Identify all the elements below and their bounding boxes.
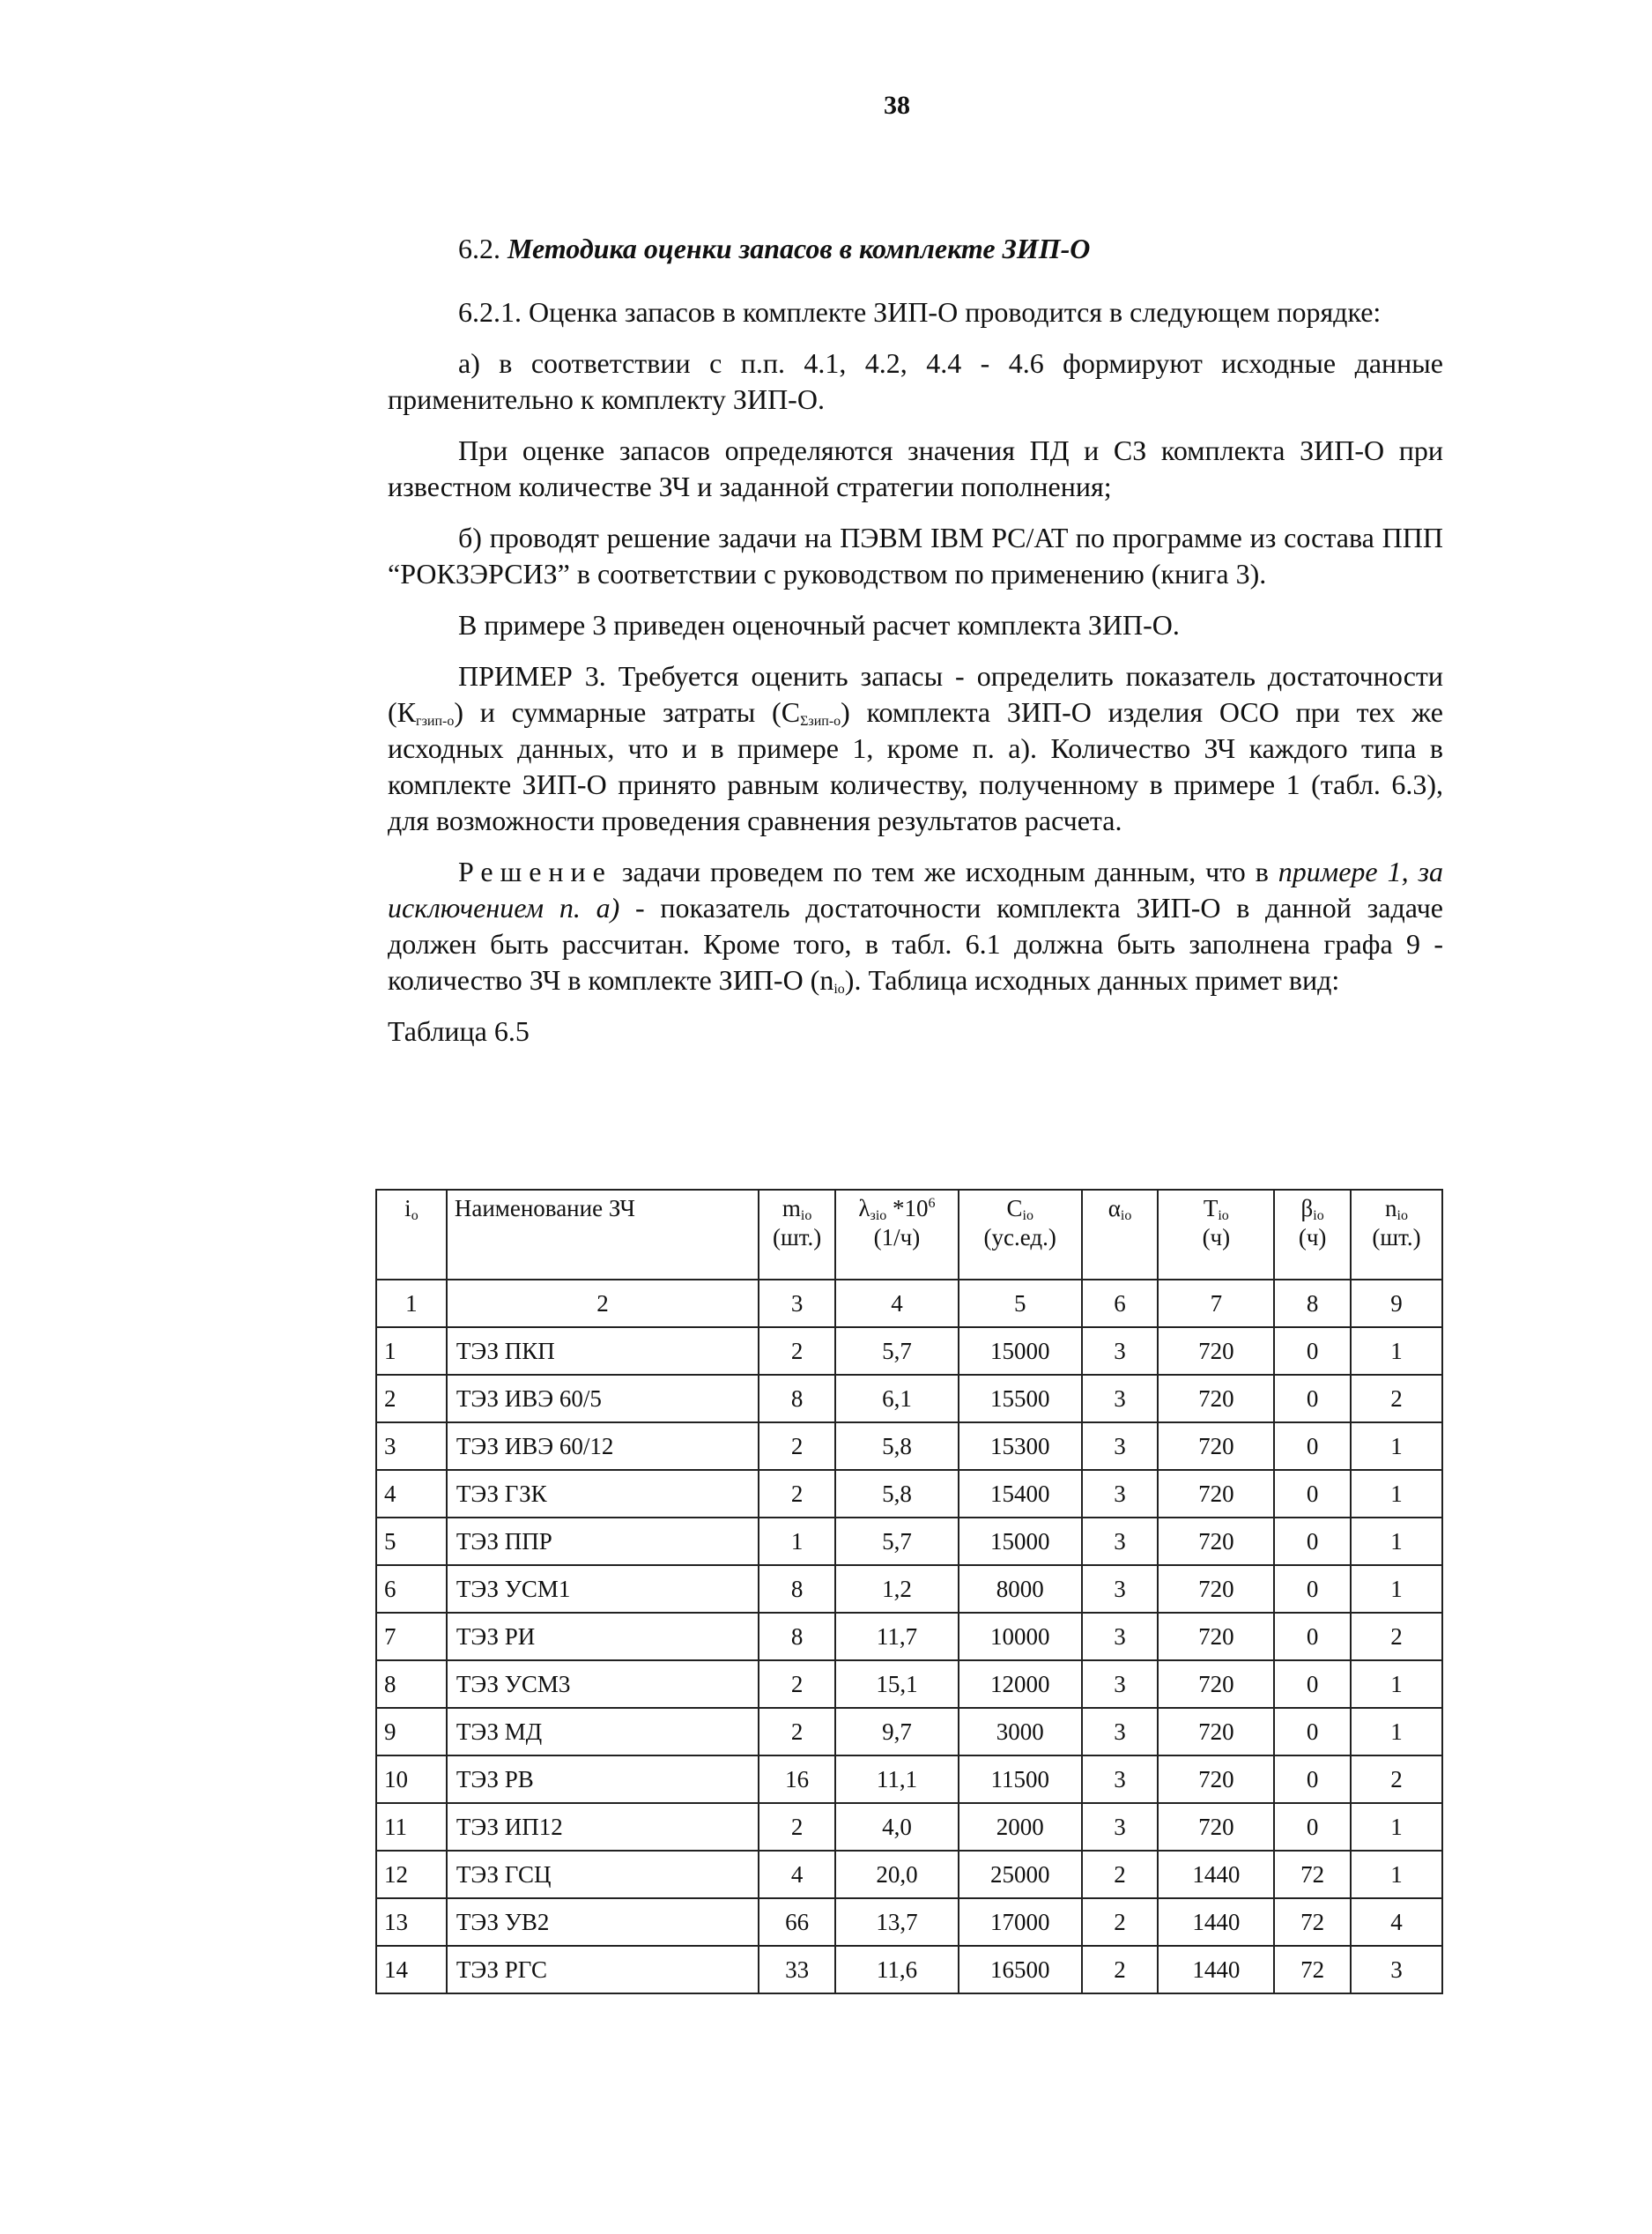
k-subscript: гзип-о [416, 714, 455, 729]
header-subscript: io [1022, 1208, 1033, 1223]
table-cell: 11500 [959, 1755, 1082, 1803]
table-row [376, 1803, 1442, 1851]
example-text-part3: ) комплекта ЗИП-О изделия ОСО при тех же исходных данных, что и в примере 1, кроме п. а). Количество ЗЧ каждого типа в комплекте ЗИП-О принято равным количеству, полученному в примере 1 (табл. 6.3), для возможности проведения сравнения результатов расчета. [388, 696, 1444, 836]
paragraph-item-a: а) в соответствии с п.п. 4.1, 4.2, 4.4 - 4.6 формируют исходные данные применительно к комплекту ЗИП-О. [388, 347, 1443, 415]
header-label [767, 1194, 827, 1223]
part-name-cell: ТЭЗ УВ2 [447, 1898, 759, 1946]
table-cell: 1 [1351, 1518, 1442, 1565]
header-label [843, 1194, 951, 1223]
part-name-cell: ТЭЗ РИ [447, 1613, 759, 1660]
table-cell: 3 [1082, 1565, 1159, 1613]
table-cell: 0 [1274, 1422, 1351, 1470]
table-cell: 5,8 [835, 1470, 959, 1518]
table-cell: 0 [1274, 1803, 1351, 1851]
table-cell: 2 [759, 1803, 835, 1851]
table-cell: 720 [1158, 1327, 1274, 1375]
section-number: 6.2. [458, 233, 500, 264]
part-name-cell: ТЭЗ ГЗК [447, 1470, 759, 1518]
table-cell: 4 [1351, 1898, 1442, 1946]
table-cell: 5,8 [835, 1422, 959, 1470]
document-body [388, 231, 1443, 1065]
table-cell: 3 [1082, 1708, 1159, 1755]
table-cell: 72 [1274, 1946, 1351, 1993]
table-cell: 8 [759, 1565, 835, 1613]
table-cell: 11,7 [835, 1613, 959, 1660]
table-cell: 3 [1351, 1946, 1442, 1993]
table-row [376, 1708, 1442, 1755]
header-superscript: 6 [928, 1196, 936, 1211]
table-cell: 6 [376, 1565, 447, 1613]
table-row [376, 1327, 1442, 1375]
column-number-cell: 1 [376, 1280, 447, 1327]
table-cell: 12000 [959, 1660, 1082, 1708]
table-row [376, 1422, 1442, 1470]
table-cell: 0 [1274, 1470, 1351, 1518]
page-number: 38 [884, 91, 910, 120]
table-cell: 10 [376, 1755, 447, 1803]
table-cell: 4 [376, 1470, 447, 1518]
table-cell: 15000 [959, 1327, 1082, 1375]
header-subscript: io [1396, 1208, 1408, 1223]
table-cell: 0 [1274, 1375, 1351, 1422]
solution-label: Решение [458, 856, 612, 887]
example-text-part2: ) и суммарные затраты (С [454, 696, 801, 728]
table-cell: 2 [759, 1470, 835, 1518]
header-cell [759, 1190, 835, 1280]
part-name-cell: ТЭЗ ИВЭ 60/5 [447, 1375, 759, 1422]
table-cell: 2 [1082, 1898, 1159, 1946]
table-cell: 720 [1158, 1375, 1274, 1422]
table-row [376, 1660, 1442, 1708]
header-subscript: io [1313, 1208, 1324, 1223]
header-label [455, 1194, 751, 1223]
table-cell: 720 [1158, 1660, 1274, 1708]
table-cell: 3 [1082, 1375, 1159, 1422]
table-cell: 8000 [959, 1565, 1082, 1613]
part-name-cell: ТЭЗ ПКП [447, 1327, 759, 1375]
table-cell: 2 [376, 1375, 447, 1422]
column-number-cell: 5 [959, 1280, 1082, 1327]
table-cell: 5,7 [835, 1327, 959, 1375]
header-subscript: o [411, 1208, 419, 1223]
header-cell [1158, 1190, 1274, 1280]
table-cell: 5,7 [835, 1518, 959, 1565]
header-symbol: m [782, 1195, 801, 1221]
n-subscript: io [833, 982, 845, 997]
table-cell: 15000 [959, 1518, 1082, 1565]
header-unit: (ус.ед.) [983, 1224, 1056, 1251]
table-cell: 11,6 [835, 1946, 959, 1993]
table-cell: 2 [1082, 1851, 1159, 1898]
table-row [376, 1518, 1442, 1565]
column-number-row [376, 1280, 1442, 1327]
header-unit: (ч) [1202, 1224, 1231, 1251]
example-text-part1: ПРИМЕР 3. Требуется оценить запасы - определить показатель достаточности (К [388, 660, 1443, 728]
table-cell: 2 [759, 1660, 835, 1708]
table-cell: 3000 [959, 1708, 1082, 1755]
table-cell: 720 [1158, 1422, 1274, 1470]
header-label [1282, 1194, 1343, 1223]
table-row [376, 1565, 1442, 1613]
table-cell: 15500 [959, 1375, 1082, 1422]
solution-italic: примере 1, за исключением п. а) [388, 856, 1444, 924]
header-cell [835, 1190, 959, 1280]
table-cell: 1 [376, 1327, 447, 1375]
header-cell [959, 1190, 1082, 1280]
table-cell: 720 [1158, 1755, 1274, 1803]
column-number-cell: 4 [835, 1280, 959, 1327]
table-cell: 72 [1274, 1898, 1351, 1946]
table-cell: 8 [759, 1375, 835, 1422]
header-symbol: Наименование ЗЧ [454, 1195, 635, 1221]
table-cell: 4 [759, 1851, 835, 1898]
table-row [376, 1851, 1442, 1898]
table-cell: 1 [1351, 1708, 1442, 1755]
column-number-cell: 2 [447, 1280, 759, 1327]
header-symbol: T [1203, 1195, 1219, 1221]
table-cell: 2 [1351, 1375, 1442, 1422]
header-symbol: β [1300, 1195, 1314, 1221]
table-cell: 0 [1274, 1755, 1351, 1803]
header-label [1166, 1194, 1266, 1223]
header-unit: (ч) [1298, 1224, 1327, 1251]
table-cell: 1 [1351, 1565, 1442, 1613]
table-cell: 2 [1082, 1946, 1159, 1993]
table-cell: 0 [1274, 1565, 1351, 1613]
paragraph-6-2-1: 6.2.1. Оценка запасов в комплекте ЗИП-О проводится в следующем порядке: [458, 296, 1382, 328]
header-cell [447, 1190, 759, 1280]
header-cell [1351, 1190, 1442, 1280]
header-label [1090, 1194, 1151, 1223]
table-cell: 3 [1082, 1327, 1159, 1375]
table-cell: 0 [1274, 1660, 1351, 1708]
table-cell: 2 [1351, 1755, 1442, 1803]
table-row [376, 1755, 1442, 1803]
table-cell: 17000 [959, 1898, 1082, 1946]
table-cell: 720 [1158, 1470, 1274, 1518]
header-subscript: зio [870, 1208, 887, 1223]
table-cell: 10000 [959, 1613, 1082, 1660]
table-cell: 11 [376, 1803, 447, 1851]
header-label [384, 1194, 439, 1223]
c-subscript: Σзип-о [800, 714, 841, 729]
table-cell: 1 [1351, 1422, 1442, 1470]
table-row [376, 1375, 1442, 1422]
table-cell: 2 [759, 1327, 835, 1375]
header-subscript: io [1120, 1208, 1132, 1223]
table-cell: 3 [1082, 1518, 1159, 1565]
header-label [967, 1194, 1074, 1223]
table-cell: 1 [1351, 1803, 1442, 1851]
column-number-cell: 8 [1274, 1280, 1351, 1327]
table-cell: 1 [1351, 1327, 1442, 1375]
paragraph-solution [388, 854, 1443, 998]
header-label [1359, 1194, 1434, 1223]
table-cell: 25000 [959, 1851, 1082, 1898]
spare-parts-table [375, 1189, 1443, 1994]
section-title: Методика оценки запасов в комплекте ЗИП-О [507, 233, 1091, 264]
section-heading [388, 231, 1443, 267]
part-name-cell: ТЭЗ ИП12 [447, 1803, 759, 1851]
header-unit: (шт.) [772, 1224, 822, 1251]
header-subscript: io [800, 1208, 812, 1223]
column-number-cell: 7 [1158, 1280, 1274, 1327]
table-cell: 72 [1274, 1851, 1351, 1898]
table-cell: 9,7 [835, 1708, 959, 1755]
column-number-cell: 9 [1351, 1280, 1442, 1327]
solution-text-part2: - показатель достаточности комплекта ЗИП-О в данной задаче должен быть рассчитан. Кроме того, в табл. 6.1 должна быть заполнена графа 9 - количество ЗЧ в комплекте ЗИП-О (n [388, 892, 1444, 996]
column-number-cell: 6 [1082, 1280, 1159, 1327]
table-cell: 16 [759, 1755, 835, 1803]
table-cell: 14 [376, 1946, 447, 1993]
table-cell: 20,0 [835, 1851, 959, 1898]
table-cell: 1 [1351, 1851, 1442, 1898]
table-cell: 15,1 [835, 1660, 959, 1708]
table-row [376, 1470, 1442, 1518]
header-symbol: λ [858, 1195, 870, 1221]
header-unit: (1/ч) [873, 1224, 921, 1251]
table-cell: 11,1 [835, 1755, 959, 1803]
table-cell: 15300 [959, 1422, 1082, 1470]
table-cell: 66 [759, 1898, 835, 1946]
part-name-cell: ТЭЗ РГС [447, 1946, 759, 1993]
table-cell: 5 [376, 1518, 447, 1565]
table-cell: 1 [1351, 1470, 1442, 1518]
header-symbol: i [404, 1195, 411, 1221]
table-cell: 0 [1274, 1613, 1351, 1660]
solution-text-part1: задачи проведем по тем же исходным данным, что в [611, 856, 1278, 887]
table-cell: 2 [759, 1422, 835, 1470]
header-cell [1274, 1190, 1351, 1280]
paragraph-example-3 [388, 658, 1443, 839]
table-cell: 9 [376, 1708, 447, 1755]
part-name-cell: ТЭЗ МД [447, 1708, 759, 1755]
table-cell: 13,7 [835, 1898, 959, 1946]
part-name-cell: ТЭЗ УСМ3 [447, 1660, 759, 1708]
column-number-cell: 3 [759, 1280, 835, 1327]
table-cell: 13 [376, 1898, 447, 1946]
table-cell: 0 [1274, 1327, 1351, 1375]
solution-text-part3: ). Таблица исходных данных примет вид: [844, 964, 1340, 996]
header-symbol: C [1006, 1195, 1023, 1221]
table-header-row [376, 1190, 1442, 1280]
table-cell: 720 [1158, 1518, 1274, 1565]
table-cell: 3 [1082, 1660, 1159, 1708]
table-cell: 3 [1082, 1613, 1159, 1660]
table-cell: 15400 [959, 1470, 1082, 1518]
table-row [376, 1946, 1442, 1993]
table-cell: 1440 [1158, 1851, 1274, 1898]
table-caption: Таблица 6.5 [388, 1015, 530, 1047]
paragraph-evaluation-note: При оценке запасов определяются значения ПД и СЗ комплекта ЗИП-О при известном количестве ЗЧ и заданной стратегии пополнения; [388, 434, 1443, 502]
table-row [376, 1613, 1442, 1660]
table-cell: 8 [376, 1660, 447, 1708]
paragraph-item-b: б) проводят решение задачи на ПЭВМ IBM PC/AT по программе из состава ППП “РОКЗЭРСИЗ” в соответствии с руководством по применению (книга 3). [388, 522, 1443, 590]
header-unit: (шт.) [1372, 1224, 1421, 1251]
part-name-cell: ТЭЗ РВ [447, 1755, 759, 1803]
part-name-cell: ТЭЗ ГСЦ [447, 1851, 759, 1898]
table-cell: 33 [759, 1946, 835, 1993]
table-cell: 8 [759, 1613, 835, 1660]
header-symbol: n [1385, 1195, 1397, 1221]
header-symbol: α [1108, 1195, 1121, 1221]
table-cell: 12 [376, 1851, 447, 1898]
table-cell: 720 [1158, 1708, 1274, 1755]
part-name-cell: ТЭЗ ИВЭ 60/12 [447, 1422, 759, 1470]
table-cell: 720 [1158, 1565, 1274, 1613]
paragraph-example-ref: В примере 3 приведен оценочный расчет комплекта ЗИП-О. [458, 609, 1180, 641]
table-row [376, 1898, 1442, 1946]
table-cell: 3 [376, 1422, 447, 1470]
part-name-cell: ТЭЗ УСМ1 [447, 1565, 759, 1613]
table-cell: 1 [759, 1518, 835, 1565]
table-cell: 2000 [959, 1803, 1082, 1851]
table-cell: 1440 [1158, 1898, 1274, 1946]
header-subscript: io [1218, 1208, 1229, 1223]
table-cell: 16500 [959, 1946, 1082, 1993]
table-cell: 4,0 [835, 1803, 959, 1851]
table-cell: 1440 [1158, 1946, 1274, 1993]
table-cell: 3 [1082, 1803, 1159, 1851]
table-cell: 7 [376, 1613, 447, 1660]
table-cell: 3 [1082, 1470, 1159, 1518]
table-cell: 2 [1351, 1613, 1442, 1660]
header-cell [376, 1190, 447, 1280]
table-cell: 2 [759, 1708, 835, 1755]
table-cell: 1 [1351, 1660, 1442, 1708]
header-multiplier: *10 [886, 1195, 929, 1221]
table-cell: 6,1 [835, 1375, 959, 1422]
part-name-cell: ТЭЗ ППР [447, 1518, 759, 1565]
table-cell: 0 [1274, 1708, 1351, 1755]
table-cell: 720 [1158, 1803, 1274, 1851]
table-cell: 720 [1158, 1613, 1274, 1660]
header-cell [1082, 1190, 1159, 1280]
table-cell: 3 [1082, 1422, 1159, 1470]
table-cell: 1,2 [835, 1565, 959, 1613]
table-cell: 3 [1082, 1755, 1159, 1803]
table-cell: 0 [1274, 1518, 1351, 1565]
